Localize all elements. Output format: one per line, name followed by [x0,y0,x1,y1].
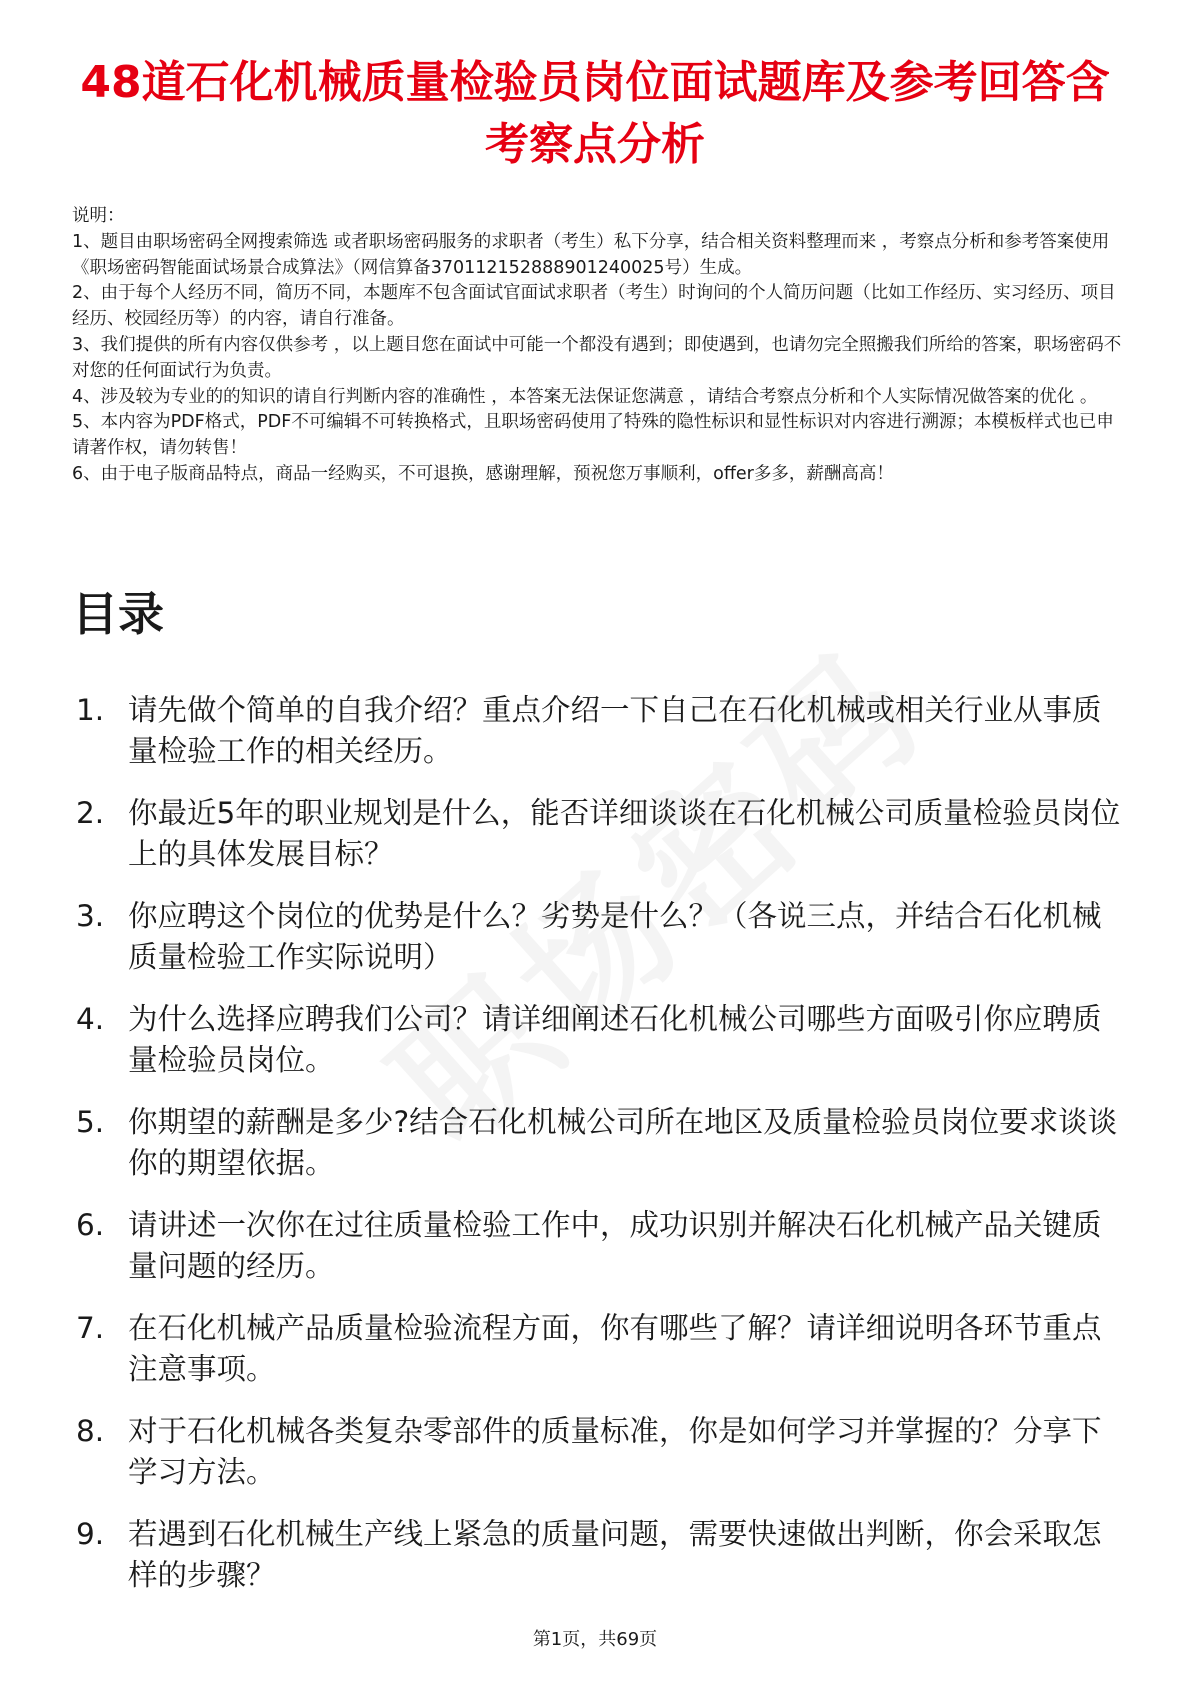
toc-item-text[interactable]: 你最近5年的职业规划是什么，能否详细谈谈在石化机械公司质量检验员岗位上的具体发展目标？ [128,796,1121,871]
toc-item-text[interactable]: 请讲述一次你在过往质量检验工作中，成功识别并解决石化机械产品关键质量问题的经历。 [128,1208,1102,1283]
toc-item-number: 2. [76,796,105,830]
notes-item: 6、由于电子版商品特点，商品一经购买，不可退换，感谢理解，预祝您万事顺利，offer多多，薪酬高高！ [72,463,894,484]
toc-item-number: 8. [76,1414,105,1448]
toc-item-number: 4. [76,1002,105,1036]
notes-heading: 说明： [72,206,125,226]
toc-item[interactable] [76,999,1126,1081]
document-title: 48道石化机械质量检验员岗位面试题库及参考回答含考察点分析 [80,57,1110,170]
toc-item-text[interactable]: 在石化机械产品质量检验流程方面，你有哪些了解？请详细说明各环节重点注意事项。 [128,1311,1102,1386]
toc-item[interactable] [76,1308,1126,1390]
toc-item[interactable] [76,896,1126,978]
toc-heading: 目录 [72,587,164,641]
toc-item-number: 3. [76,899,105,933]
notes-item: 2、由于每个人经历不同，简历不同，本题库不包含面试官面试求职者（考生）时询问的个人简历问题（比如工作经历、实习经历、项目经历、校园经历等）的内容，请自行准备。 [72,283,1116,330]
toc-item-number: 9. [76,1517,105,1551]
toc-item-number: 7. [76,1311,105,1345]
toc-item[interactable] [76,793,1126,875]
toc-item-number: 1. [76,693,105,727]
toc-list [76,690,1126,1617]
toc-item-text[interactable]: 请先做个简单的自我介绍？重点介绍一下自己在石化机械或相关行业从事质量检验工作的相关经历。 [128,693,1102,768]
notes-item: 1、题目由职场密码全网搜索筛选 或者职场密码服务的求职者（考生）私下分享，结合相关资料整理而来 ，考察点分析和参考答案使用《职场密码智能面试场景合成算法》（网信算备370112152888901240025号）生成。 [72,231,1110,278]
toc-item[interactable] [76,1411,1126,1493]
toc-item[interactable] [76,1205,1126,1287]
notes-item: 3、我们提供的所有内容仅供参考 ，以上题目您在面试中可能一个都没有遇到；即使遇到，也请勿完全照搬我们所给的答案，职场密码不对您的任何面试行为负责。 [72,334,1122,381]
page-footer: 第1页，共69页 [532,1629,658,1650]
toc-item-text[interactable]: 你期望的薪酬是多少?结合石化机械公司所在地区及质量检验员岗位要求谈谈你的期望依据。 [128,1105,1118,1180]
toc-item-number: 6. [76,1208,105,1242]
toc-item-text[interactable]: 对于石化机械各类复杂零部件的质量标准，你是如何学习并掌握的？分享下学习方法。 [128,1414,1102,1489]
notes-item: 5、本内容为PDF格式，PDF不可编辑不可转换格式，且职场密码使用了特殊的隐性标识和显性标识对内容进行溯源；本模板样式也已申请著作权，请勿转售！ [72,412,1114,459]
toc-item-text[interactable]: 为什么选择应聘我们公司？请详细阐述石化机械公司哪些方面吸引你应聘质量检验员岗位。 [128,1002,1102,1077]
toc-item-text[interactable]: 你应聘这个岗位的优势是什么？劣势是什么？（各说三点，并结合石化机械质量检验工作实际说明） [128,899,1102,974]
toc-item-number: 5. [76,1105,105,1139]
toc-item[interactable] [76,1102,1126,1184]
notes-item: 4、涉及较为专业的的知识的请自行判断内容的准确性 ，本答案无法保证您满意 ，请结合考察点分析和个人实际情况做答案的优化 。 [72,386,1098,407]
toc-item[interactable] [76,1514,1126,1596]
notes-section [72,204,1122,488]
toc-item-text[interactable]: 若遇到石化机械生产线上紧急的质量问题，需要快速做出判断，你会采取怎样的步骤？ [128,1517,1102,1592]
toc-item[interactable] [76,690,1126,772]
